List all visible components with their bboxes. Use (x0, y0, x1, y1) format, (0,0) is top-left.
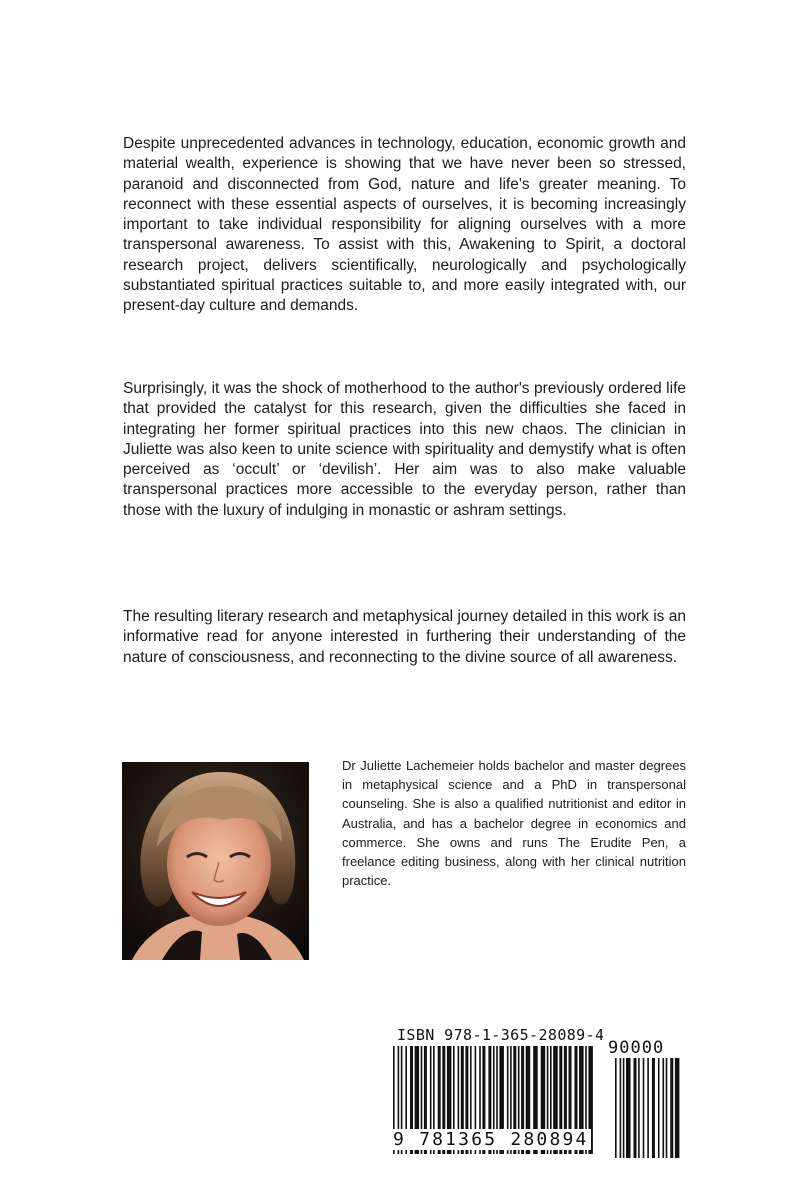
barcode-bar (626, 1058, 631, 1158)
barcode-bar (643, 1058, 645, 1158)
barcode-bar (620, 1058, 622, 1158)
barcode-bar (666, 1058, 668, 1158)
barcode-bar (652, 1058, 655, 1158)
author-bio: Dr Juliette Lachemeier holds bachelor and master degrees in metaphysical science and a PhD in transpersonal counseling. She is also a qualified nutritionist and editor in Australia, and has a bachelor degree in economics and commerce. She owns and runs The Erudite Pen, a freelance editing business, along with her clinical nutrition practice. (342, 758, 686, 889)
barcode-bar (663, 1058, 665, 1158)
barcode-bar (638, 1058, 640, 1158)
isbn-label: ISBN 978-1-365-28089-4 (397, 1026, 605, 1044)
barcode-bar (615, 1058, 617, 1158)
barcode-bar (647, 1058, 649, 1158)
price-code: 90000 (608, 1038, 665, 1058)
barcode-bar (670, 1058, 673, 1158)
barcode-bar (675, 1058, 680, 1158)
barcode-bar (623, 1058, 625, 1158)
price-addon-bars (615, 1058, 681, 1158)
blurb-paragraph-1: Despite unprecedented advances in technology, education, economic growth and material wealth, experience is showing that we have never been so stressed, paranoid and disconnected from God, nature and life's greater meaning. To reconnect with these essential aspects of ourselves, it is becoming increasingly important to take individual responsibility for aligning ourselves with a more transpersonal awareness. To assist with this, Awakening to Spirit, a doctoral research project, delivers scientifically, neurologically and psychologically substantiated spiritual practices suitable to, and more easily integrated with, our present-day culture and demands. (123, 135, 686, 315)
isbn-barcode (393, 1026, 685, 1162)
barcode-bar (634, 1058, 637, 1158)
author-portrait-image (122, 762, 309, 960)
barcode-bar (658, 1058, 660, 1158)
blurb-paragraph-2: Surprisingly, it was the shock of motherhood to the author's previously ordered life that provided the catalyst for this research, given the difficulties she faced in integrating her former spiritual practices into this new chaos. The clinician in Juliette was also keen to unite science with spirituality and demystify what is often perceived as ‘occult’ or ‘devilish’. Her aim was to also make valuable transpersonal practices more accessible to the everyday person, rather than those with the luxury of indulging in monastic or ashram settings. (123, 380, 686, 519)
blurb-paragraph-3: The resulting literary research and metaphysical journey detailed in this work is an informative read for anyone interested in furthering their understanding of the nature of consciousness, and reconnecting to the divine source of all awareness. (123, 608, 686, 666)
author-photo (122, 762, 309, 960)
ean-digits: 9 781365 280894 (393, 1129, 589, 1150)
